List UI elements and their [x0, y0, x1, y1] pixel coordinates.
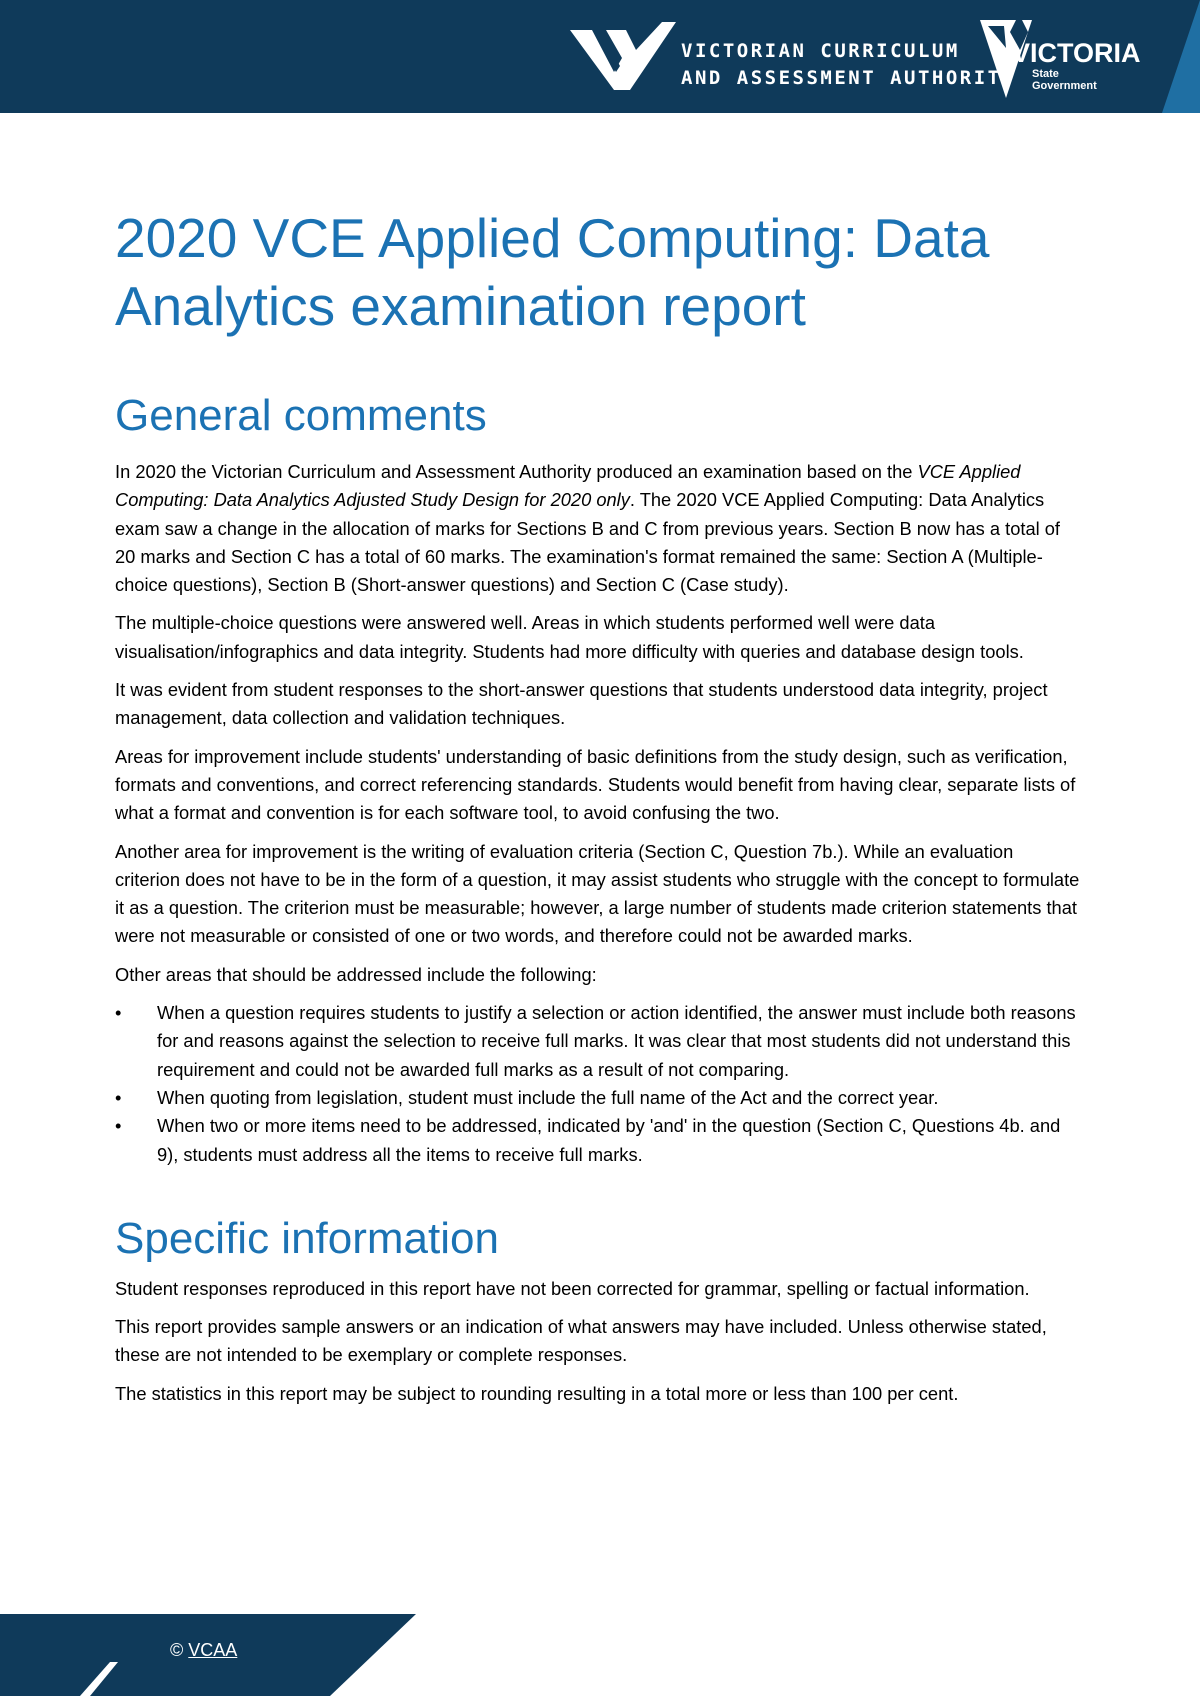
header-banner	[0, 0, 1200, 113]
list-item	[115, 999, 1080, 1084]
vcaa-logo-icon	[570, 22, 676, 90]
org-line-1: VICTORIAN CURRICULUM	[681, 40, 960, 62]
list-item-text: When quoting from legislation, student must include the full name of the Act and the correct year.	[157, 1086, 939, 1108]
general-comments-heading: General comments	[115, 391, 487, 440]
general-paragraph-2: The multiple-choice questions were answered well. Areas in which students performed well were data visualisation/infographics and data integrity. Students had more difficulty with queries and database design tools.	[115, 612, 1024, 662]
general-paragraph-4: Areas for improvement include students' understanding of basic definitions from the study design, such as verification, formats and conventions, and correct referencing standards. Students would benefit from having clear, separate lists of what a format and convention is for each software tool, to avoid confusing the two.	[115, 745, 1076, 824]
footer-copyright	[170, 1640, 237, 1661]
document-body	[115, 204, 1080, 1418]
list-item	[115, 1084, 1080, 1112]
bullet-icon: •	[115, 1115, 122, 1137]
p1-text-a: In 2020 the Victorian Curriculum and Assessment Authority produced an examination based on the	[115, 461, 918, 482]
org-line-2: AND ASSESSMENT AUTHORITY	[681, 67, 1016, 89]
page-title	[115, 204, 1080, 340]
bullet-icon: •	[115, 1086, 122, 1108]
title-line-2: Analytics examination report	[115, 275, 806, 337]
list-item	[115, 1112, 1080, 1169]
victoria-wordmark: VICTORIA	[1012, 38, 1141, 68]
general-bullet-list	[115, 999, 1080, 1169]
specific-paragraph-3: The statistics in this report may be subject to rounding resulting in a total more or less than 100 per cent.	[115, 1382, 959, 1404]
gov-sub-1: State	[1032, 68, 1059, 80]
vcaa-link[interactable]: VCAA	[188, 1640, 238, 1660]
general-paragraph-1	[115, 458, 1080, 599]
title-line-1: 2020 VCE Applied Computing: Data	[115, 207, 990, 269]
general-paragraph-5: Another area for improvement is the writing of evaluation criteria (Section C, Question 7b.). While an evaluation criterion does not have to be in the form of a question, it may assist students who struggle with the concept to formulate it as a question. The criterion must be measurable; however, a large number of students made criterion statements that were not measurable or consisted of one or two words, and therefore could not be awarded marks.	[115, 840, 1080, 947]
general-paragraph-6: Other areas that should be addressed include the following:	[115, 963, 597, 985]
copyright-symbol: ©	[170, 1640, 184, 1660]
specific-information-heading: Specific information	[115, 1213, 499, 1263]
state-government-label	[1032, 68, 1097, 92]
general-paragraph-3: It was evident from student responses to the short-answer questions that students understood data integrity, project management, data collection and validation techniques.	[115, 679, 1048, 729]
list-item-text: When a question requires students to justify a selection or action identified, the answer must include both reasons for and reasons against the selection to receive full marks. It was clear that most students did not understand this requirement and could not be awarded full marks as a result of not comparing.	[157, 1002, 1076, 1080]
bullet-icon: •	[115, 1002, 122, 1024]
vcaa-org-name	[681, 38, 1016, 92]
header-stripe	[1162, 0, 1200, 113]
gov-sub-2: Government	[1032, 80, 1097, 92]
footer	[0, 1614, 1200, 1696]
specific-paragraph-1: Student responses reproduced in this report have not been corrected for grammar, spelling or factual information.	[115, 1277, 1030, 1299]
study-design-title: VCE Applied Computing: Data Analytics Adjusted Study Design for 2020 only	[115, 461, 1021, 511]
specific-paragraph-2: This report provides sample answers or an indication of what answers may have included. Unless otherwise stated, these are not intended to be exemplary or complete responses.	[115, 1316, 1047, 1366]
list-item-text: When two or more items need to be addressed, indicated by 'and' in the question (Section C, Questions 4b. and 9), students must address all the items to receive full marks.	[157, 1115, 1061, 1165]
p1-text-b: . The 2020 VCE Applied Computing: Data Analytics exam saw a change in the allocation of marks for Sections B and C from previous years. Section B now has a total of 20 marks and Section C has a total of 60 marks. The examination's format remained the same: Section A (Multiple-choice questions), Section B (Short-answer questions) and Section C (Case study).	[115, 489, 1061, 596]
